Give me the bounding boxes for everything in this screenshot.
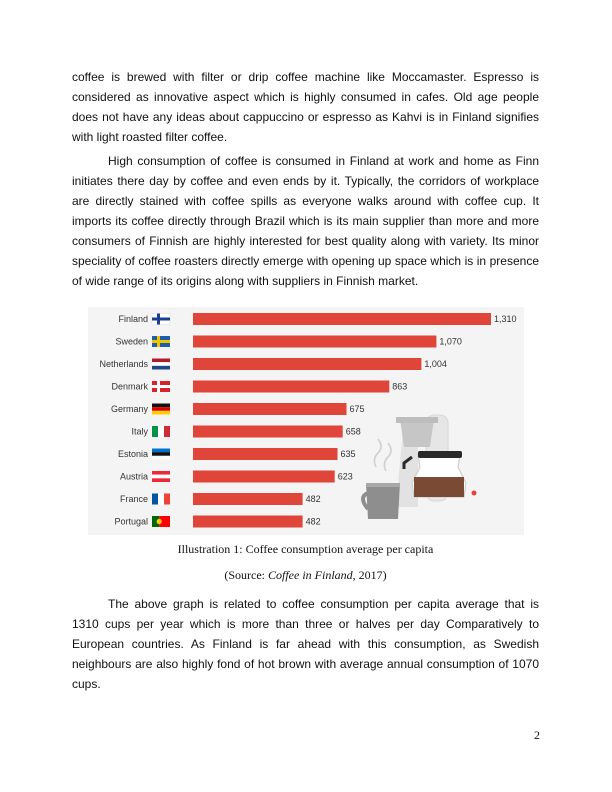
value-label: 863: [392, 381, 408, 392]
sweden-flag-icon: [152, 336, 170, 347]
bar: [193, 493, 303, 505]
chart-row: [118, 448, 356, 460]
source-suffix: , 2017): [352, 568, 387, 582]
austria-flag-icon: [152, 471, 170, 482]
chart-row: [120, 493, 321, 505]
italy-flag-icon: [152, 426, 170, 437]
chart-row: [120, 471, 353, 483]
chart-row: [115, 336, 461, 348]
body-paragraph-3: The above graph is related to coffee consumption per capita average that is 1310 cups per year which is more than three or halves per day Comparatively to European countries. As Finland is far ahead with this consumption, as Swedish neighbours are also highly fond of hot brown with average annual consumption of 1070 cups.: [72, 597, 539, 691]
value-label: 1,070: [439, 336, 462, 347]
chart-row: [111, 381, 407, 393]
netherlands-flag-icon: [152, 359, 170, 370]
country-label: Netherlands: [99, 359, 148, 369]
portugal-flag-icon: [152, 516, 170, 527]
value-label: 675: [349, 404, 365, 414]
france-flag-icon: [152, 494, 170, 505]
bar: [193, 336, 436, 348]
bar: [193, 471, 335, 483]
value-label: 1,004: [424, 359, 447, 369]
bar: [193, 516, 303, 528]
country-label: Finland: [118, 314, 148, 324]
country-label: Portugal: [114, 516, 148, 527]
bar: [193, 381, 389, 393]
country-label: France: [119, 494, 148, 504]
value-label: 623: [337, 471, 353, 482]
value-label: 1,310: [494, 314, 517, 324]
bar: [193, 448, 338, 460]
source-prefix: (Source:: [224, 568, 268, 582]
bar: [193, 403, 347, 415]
denmark-flag-icon: [152, 381, 170, 392]
chart-row: [99, 358, 446, 370]
body-paragraph-1: coffee is brewed with filter or drip coffee machine like Moccamaster. Espresso is considered as innovative aspect which is highly consumed in cafes. Old age people does not have any ideas about cappuccino or espresso as Kahvi is in Finland signifies with light roasted filter coffee.: [72, 70, 539, 144]
coffee-maker-illustration: [363, 415, 477, 519]
figure-source: [72, 568, 539, 583]
finland-flag-icon: [152, 314, 170, 325]
chart-row: [131, 426, 360, 438]
germany-flag-icon: [152, 404, 170, 415]
value-label: 482: [305, 516, 321, 527]
coffee-consumption-figure: [88, 307, 524, 535]
country-label: Denmark: [111, 381, 148, 392]
estonia-flag-icon: [152, 449, 170, 460]
value-label: 635: [340, 449, 356, 459]
value-label: 658: [345, 426, 361, 437]
value-label: 482: [305, 494, 321, 504]
figure-caption: Illustration 1: Coffee consumption average per capita: [177, 542, 434, 556]
country-label: Estonia: [117, 449, 148, 459]
bar-chart: [88, 307, 524, 535]
bar: [193, 426, 343, 438]
bar: [193, 358, 421, 370]
body-paragraph-2: High consumption of coffee is consumed in Finland at work and home as Finn initiates there day by coffee and even ends by it. Typically, the corridors of workplace are directly stained with coffee spills as everyone walks around with coffee cup. It imports its coffee directly through Brazil which is its main supplier than more and more consumers of Finnish are highly interested for best quality along with variety. Its minor speciality of coffee roasters directly emerge with opening up space which is in presence of wide range of its origins along with suppliers in Finnish market.: [72, 154, 539, 288]
bar: [193, 313, 491, 325]
chart-row: [111, 403, 365, 415]
page-number: 2: [534, 728, 540, 742]
chart-row: [118, 313, 516, 325]
country-label: Italy: [131, 426, 148, 437]
source-title: Coffee in Finland: [268, 568, 353, 582]
country-label: Sweden: [115, 336, 148, 347]
chart-row: [114, 516, 320, 528]
country-label: Germany: [110, 404, 148, 414]
country-label: Austria: [119, 471, 148, 482]
